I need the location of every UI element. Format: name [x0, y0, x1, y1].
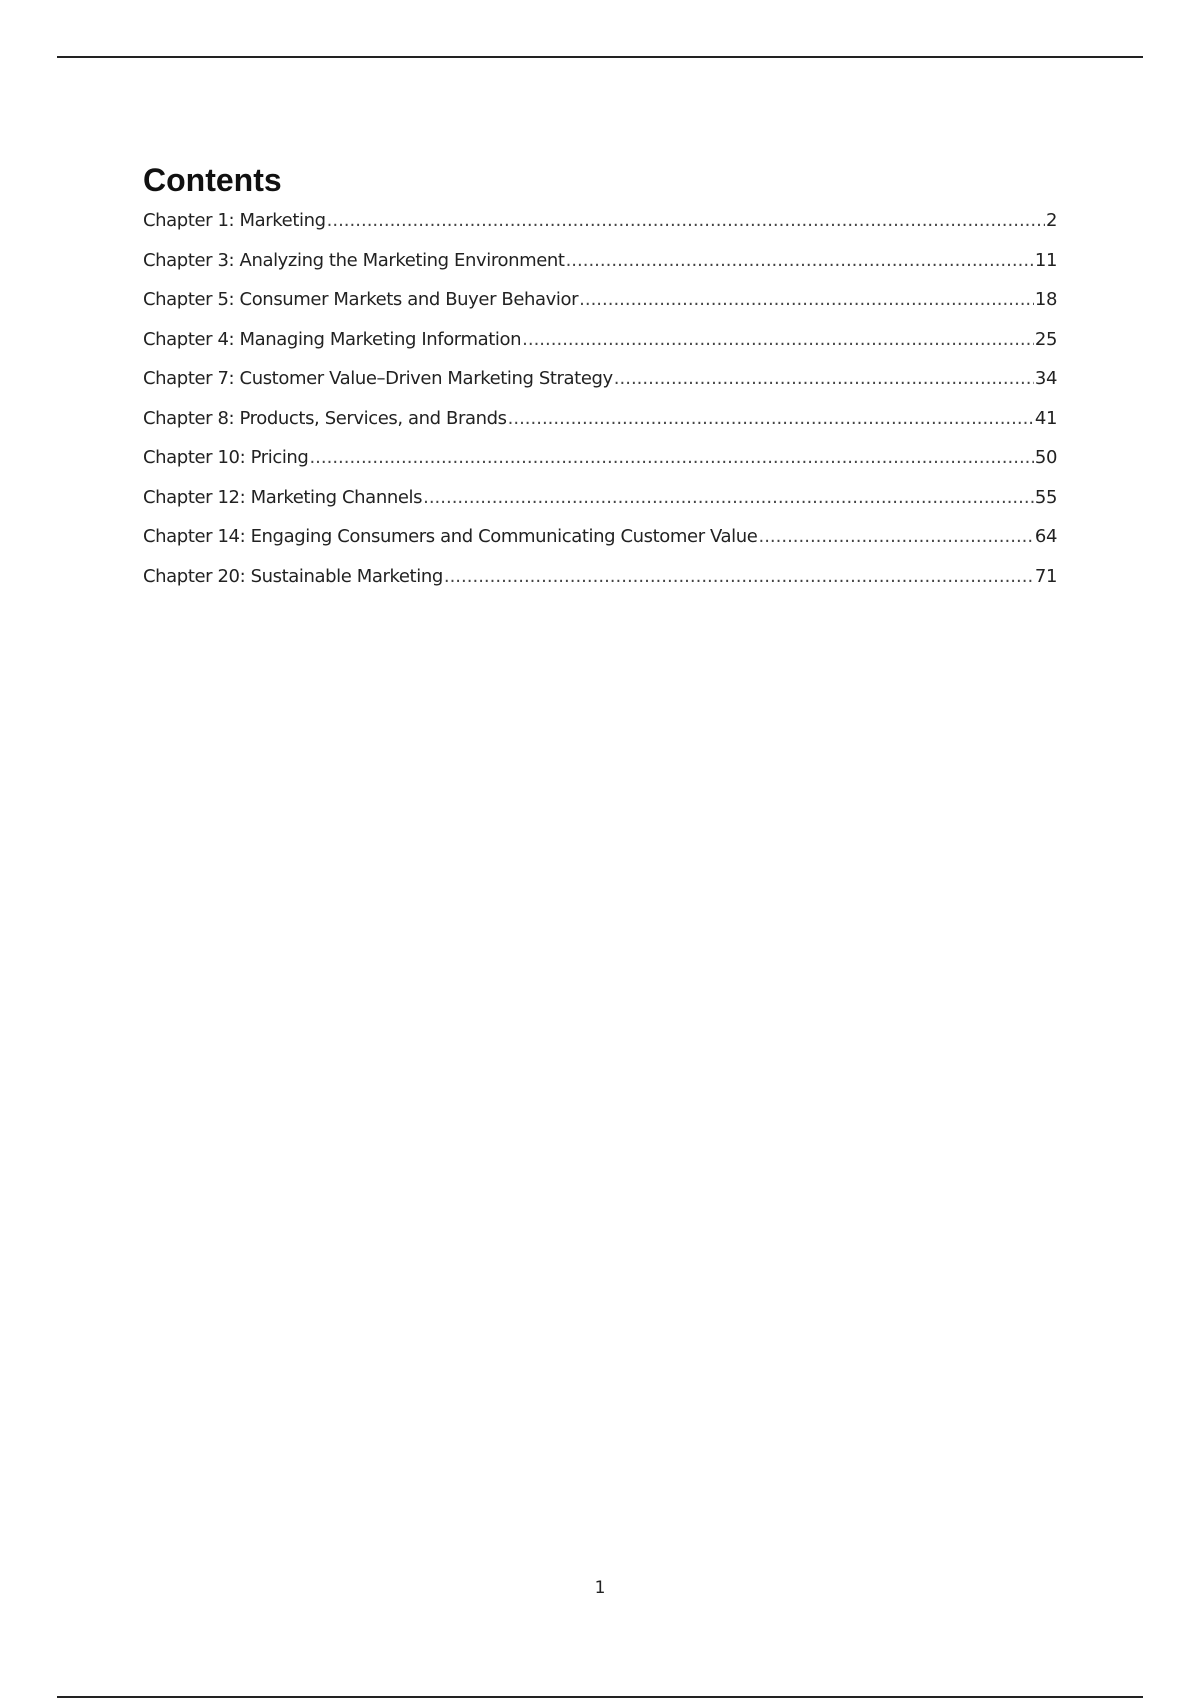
toc-list — [143, 210, 1057, 605]
toc-entry-label: Chapter 7: Customer Value–Driven Marketing Strategy — [143, 368, 613, 389]
page-number: 1 — [594, 1578, 606, 1598]
toc-entry-chapter-14[interactable] — [143, 526, 1057, 566]
toc-entry-chapter-7[interactable] — [143, 368, 1057, 408]
toc-title: Contents — [143, 162, 282, 198]
toc-entry-page: 11 — [1034, 249, 1057, 271]
toc-entry-label: Chapter 8: Products, Services, and Brands — [143, 407, 507, 429]
toc-entry-label: Chapter 10: Pricing — [143, 447, 309, 468]
toc-dot-leader — [579, 289, 1034, 310]
table-of-contents — [143, 160, 1057, 605]
toc-entry-chapter-3[interactable] — [143, 250, 1057, 290]
toc-entry-page: 55 — [1034, 486, 1057, 508]
toc-entry-chapter-12[interactable] — [143, 487, 1057, 527]
toc-entry-label: Chapter 1: Marketing — [143, 210, 326, 231]
toc-dot-leader — [508, 408, 1034, 429]
toc-entry-label: Chapter 14: Engaging Consumers and Communicating Customer Value — [143, 526, 758, 547]
toc-entry-label: Chapter 3: Analyzing the Marketing Environment — [143, 249, 565, 271]
toc-entry-chapter-4[interactable] — [143, 329, 1057, 369]
toc-dot-leader — [614, 368, 1034, 389]
header-rule — [57, 56, 1143, 58]
toc-entry-label: Chapter 4: Managing Marketing Information — [143, 328, 522, 350]
toc-entry-chapter-1[interactable] — [143, 210, 1057, 250]
toc-dot-leader — [522, 329, 1034, 350]
toc-entry-page: 34 — [1034, 368, 1057, 389]
toc-dot-leader — [566, 250, 1034, 271]
toc-entry-page: 41 — [1034, 407, 1057, 429]
toc-dot-leader — [423, 487, 1034, 508]
toc-entry-page: 25 — [1034, 328, 1057, 350]
toc-dot-leader — [444, 566, 1034, 587]
toc-entry-page: 64 — [1034, 526, 1057, 547]
toc-entry-label: Chapter 5: Consumer Markets and Buyer Behavior — [143, 289, 579, 310]
toc-entry-label: Chapter 12: Marketing Channels — [143, 486, 423, 508]
toc-entry-chapter-5[interactable] — [143, 289, 1057, 329]
toc-entry-chapter-20[interactable] — [143, 566, 1057, 606]
toc-entry-page: 18 — [1034, 289, 1057, 310]
toc-dot-leader — [309, 447, 1033, 468]
toc-dot-leader — [327, 210, 1045, 231]
toc-dot-leader — [758, 526, 1033, 547]
toc-entry-label: Chapter 20: Sustainable Marketing — [143, 565, 443, 587]
toc-entry-page: 50 — [1034, 447, 1057, 468]
toc-entry-chapter-10[interactable] — [143, 447, 1057, 487]
footer-rule — [57, 1696, 1143, 1698]
toc-entry-page: 2 — [1045, 210, 1057, 231]
toc-entry-chapter-8[interactable] — [143, 408, 1057, 448]
toc-entry-page: 71 — [1034, 565, 1057, 587]
